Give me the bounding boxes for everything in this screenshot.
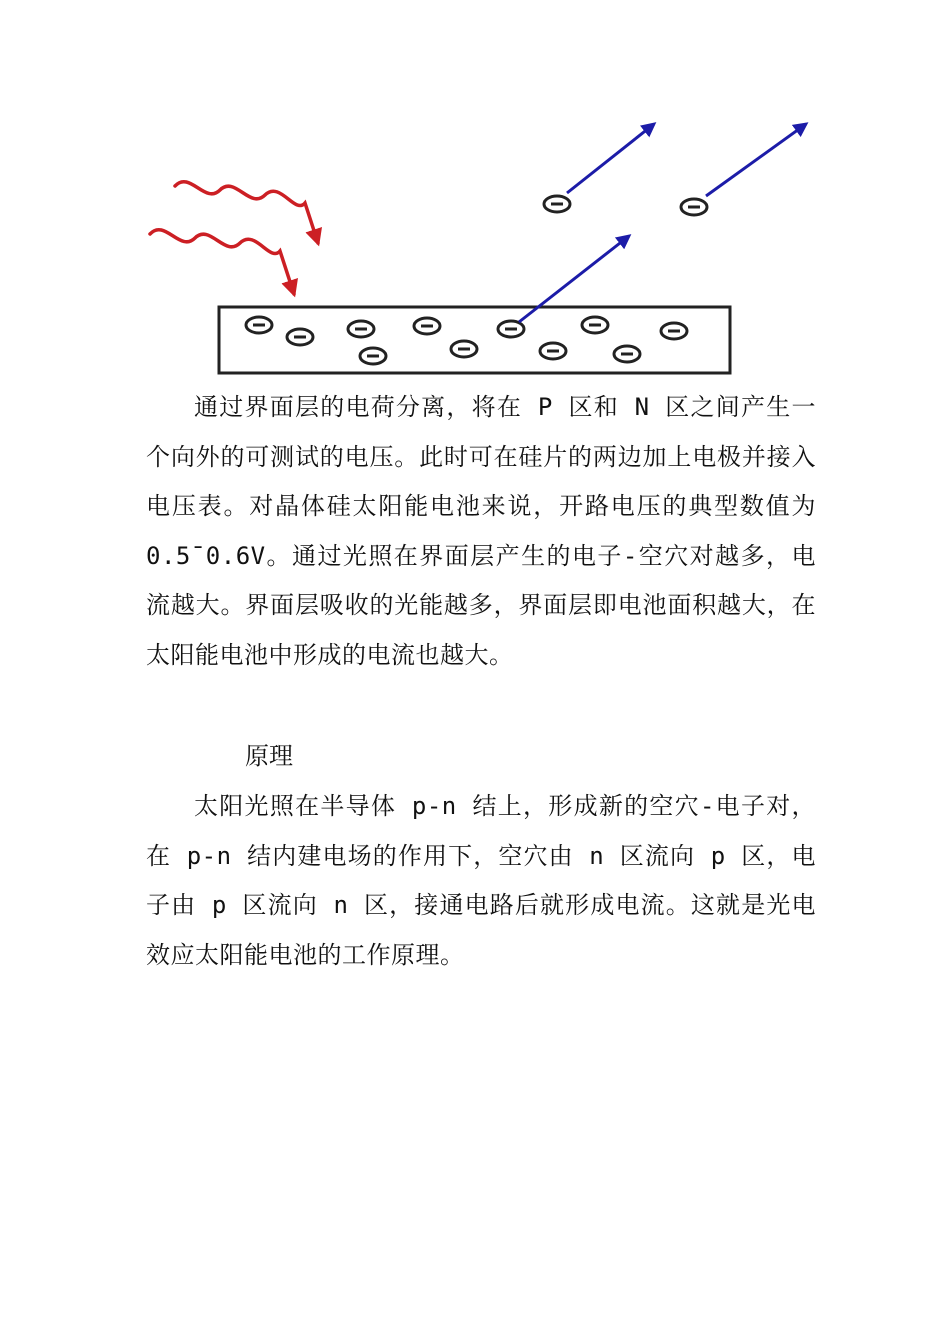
photon-wave-icon [150, 230, 294, 294]
electron-icon [614, 346, 640, 362]
photon-wave-icon [175, 182, 318, 243]
section-heading-principle: 原理 [245, 742, 293, 770]
electron-icon [661, 323, 687, 339]
solar-cell-diagram [0, 0, 950, 390]
electron-icon [681, 199, 707, 215]
electron-icon [540, 343, 566, 359]
electron-icon [544, 196, 570, 212]
electron-icon [287, 329, 313, 345]
paragraph-working-principle: 太阳光照在半导体 p-n 结上，形成新的空穴-电子对，在 p-n 结内建电场的作用下，空穴由 n 区流向 p 区，电子由 p 区流向 n 区，接通电路后就形成电流。这就是光电效应太阳能电池的工作原理。 [146, 792, 816, 969]
electron-icon [582, 317, 608, 333]
electron-paths [519, 124, 806, 322]
paragraph-charge-separation: 通过界面层的电荷分离，将在 P 区和 N 区之间产生一个向外的可测试的电压。此时可在硅片的两边加上电极并接入电压表。对晶体硅太阳能电池来说，开路电压的典型数值为 0.5¯0.6V。通过光照在界面层产生的电子-空穴对越多，电流越大。界面层吸收的光能越多，界面层即电池面积越大，在太阳能电池中形成的电流也越大。 [146, 393, 816, 669]
electron-icon [451, 341, 477, 357]
electron-icon [246, 317, 272, 333]
electron-icon [414, 318, 440, 334]
ejected-electrons [544, 196, 707, 215]
electron-icon [348, 321, 374, 337]
electron-icon [360, 348, 386, 364]
electron-icon [498, 321, 524, 337]
electron-arrow-icon [706, 124, 806, 196]
electron-arrow-icon [567, 124, 654, 193]
